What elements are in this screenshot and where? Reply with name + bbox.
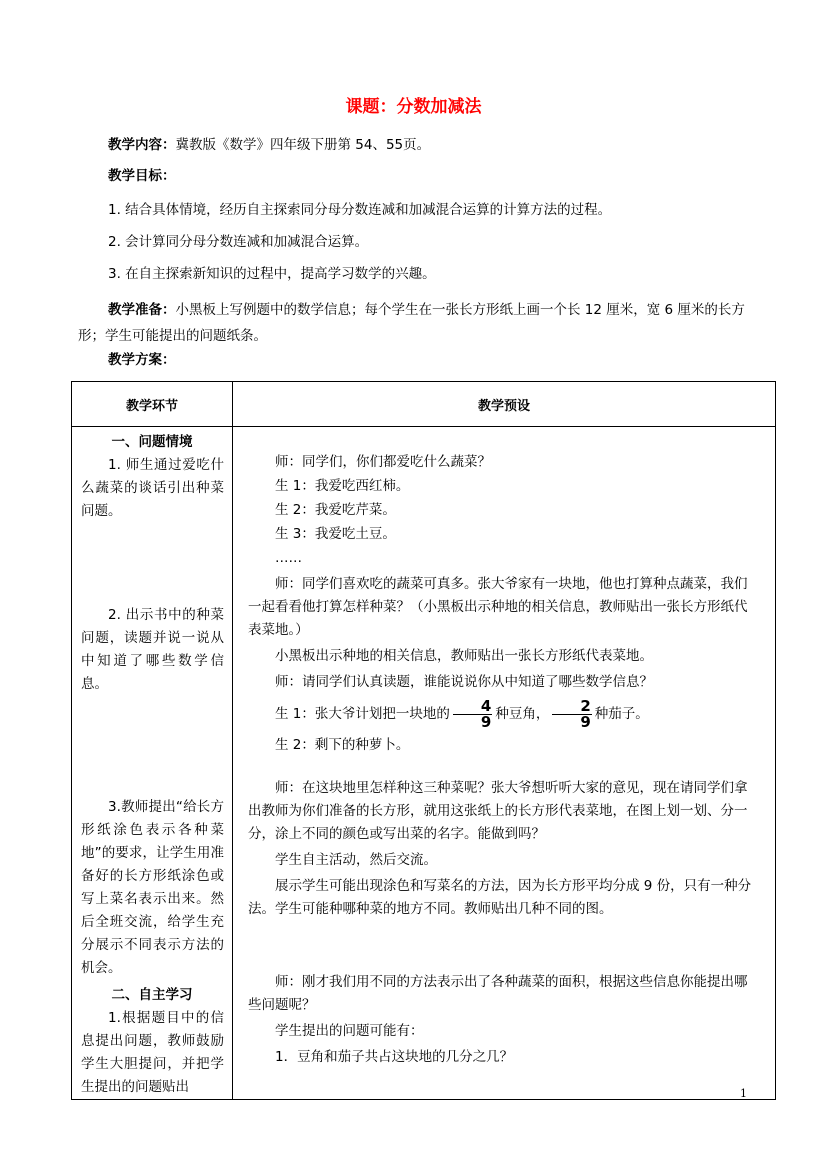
table-row — [72, 427, 776, 1100]
dialog-line: 师：同学们，你们都爱吃什么蔬菜？ — [275, 454, 491, 470]
document-title: 课题：分数加减法 — [345, 97, 482, 117]
goal-item: 1. 结合具体情境，经历自主探索同分母分数连减和加减混合运算的计算方法的过程。 — [108, 202, 612, 218]
fraction-four-ninths — [453, 696, 492, 731]
dialog-line-fractions — [248, 696, 757, 732]
header-stage: 教学环节 — [72, 382, 233, 427]
fraction-denominator: 9 — [480, 712, 492, 731]
dialog-text: 种茄子。 — [594, 706, 649, 722]
preset-cell — [233, 427, 776, 1100]
teaching-plan-label: 教学方案： — [108, 352, 176, 368]
dialog-line: 师：请同学们认真读题，谁能说说你从中知道了哪些数学信息？ — [275, 674, 653, 690]
dialog-line: 师：同学们喜欢吃的蔬菜可真多。张大爷家有一块地，他也打算种点蔬菜，我们一起看看他打算怎样种菜？（小黑板出示种地的相关信息，教师贴出一张长方形纸代表菜地。） — [248, 576, 748, 638]
dialog-text: 种豆角， — [495, 706, 550, 722]
teaching-prep-label: 教学准备： — [108, 302, 176, 318]
stage-step — [72, 604, 232, 796]
dialog-line: 学生提出的问题可能有： — [275, 1023, 424, 1039]
teaching-plan-table — [71, 381, 776, 1100]
teaching-content — [108, 135, 430, 155]
dialog-line: 小黑板出示种地的相关信息，教师贴出一张长方形纸代表菜地。 — [275, 648, 653, 664]
stage-step — [72, 1007, 232, 1099]
fraction-numerator: 2 — [552, 699, 591, 715]
goal-item: 2. 会计算同分母分数连减和加减混合运算。 — [108, 234, 369, 250]
stage-step-text: 1. 师生通过爱吃什么蔬菜的谈话引出种菜问题。 — [81, 457, 224, 519]
header-preset: 教学预设 — [233, 382, 776, 427]
section-heading: 一、问题情境 — [111, 434, 193, 450]
table-header-row — [72, 382, 776, 427]
dialog-line: 生 2：我爱吃芹菜。 — [275, 502, 396, 518]
dialog-line: 师：在这块地里怎样种这三种菜呢？张大爷想听听大家的意见，现在请同学们拿出教师为你们准备的长方形，就用这张纸上的长方形代表菜地，在图上划一划、分一分，涂上不同的颜色或写出菜的名字。能做到吗？ — [248, 780, 748, 842]
stage-cell — [72, 427, 233, 1100]
dialog-text: 生 1：张大爷计划把一块地的 — [275, 706, 450, 722]
stage-step-text: 3.教师提出“给长方形纸涂色表示各种菜地”的要求，让学生用准备好的长方形纸涂色或写上菜名表示出来。然后全班交流，给学生充分展示不同表示方法的机会。 — [81, 799, 224, 976]
teaching-goals-label: 教学目标： — [108, 168, 176, 184]
dialog-line: …… — [275, 550, 302, 566]
stage-step — [72, 454, 232, 604]
teaching-prep-text: 小黑板上写例题中的数学信息；每个学生在一张长方形纸上画一个长 12 厘米，宽 6 厘米的长方形；学生可能提出的问题纸条。 — [78, 302, 745, 344]
dialog-line: 生 3：我爱吃土豆。 — [275, 526, 396, 542]
fraction-numerator: 4 — [453, 699, 492, 715]
dialog-line: 生 2：剩下的种萝卜。 — [275, 737, 410, 753]
dialog-line: 师：刚才我们用不同的方法表示出了各种蔬菜的面积，根据这些信息你能提出哪些问题呢？ — [248, 974, 748, 1013]
fraction-two-ninths — [552, 696, 591, 731]
fraction-denominator: 9 — [580, 712, 591, 731]
stage-step-text: 2. 出示书中的种菜问题，读题并说一说从中知道了哪些数学信息。 — [81, 607, 224, 692]
stage-step-text: 1.根据题目中的信息提出问题，教师鼓励学生大胆提问，并把学生提出的问题贴出 — [81, 1010, 224, 1095]
dialog-line: 学生自主活动，然后交流。 — [275, 852, 437, 868]
section-heading: 二、自主学习 — [111, 987, 193, 1003]
teaching-prep — [78, 297, 750, 349]
dialog-line: 展示学生可能出现涂色和写菜名的方法，因为长方形平均分成 9 份，只有一种分法。学生可能种哪种菜的地方不同。教师贴出几种不同的图。 — [248, 878, 752, 917]
teaching-content-text: 冀教版《数学》四年级下册第 54、55页。 — [175, 137, 431, 153]
page-number: 1 — [740, 1087, 747, 1100]
teaching-content-label: 教学内容： — [108, 137, 176, 153]
dialog-line: 生 1：我爱吃西红柿。 — [275, 478, 410, 494]
goal-item: 3. 在自主探索新知识的过程中，提高学习数学的兴趣。 — [108, 266, 436, 282]
stage-step — [72, 796, 232, 983]
dialog-line: 1．豆角和茄子共占这块地的几分之几？ — [275, 1049, 514, 1065]
